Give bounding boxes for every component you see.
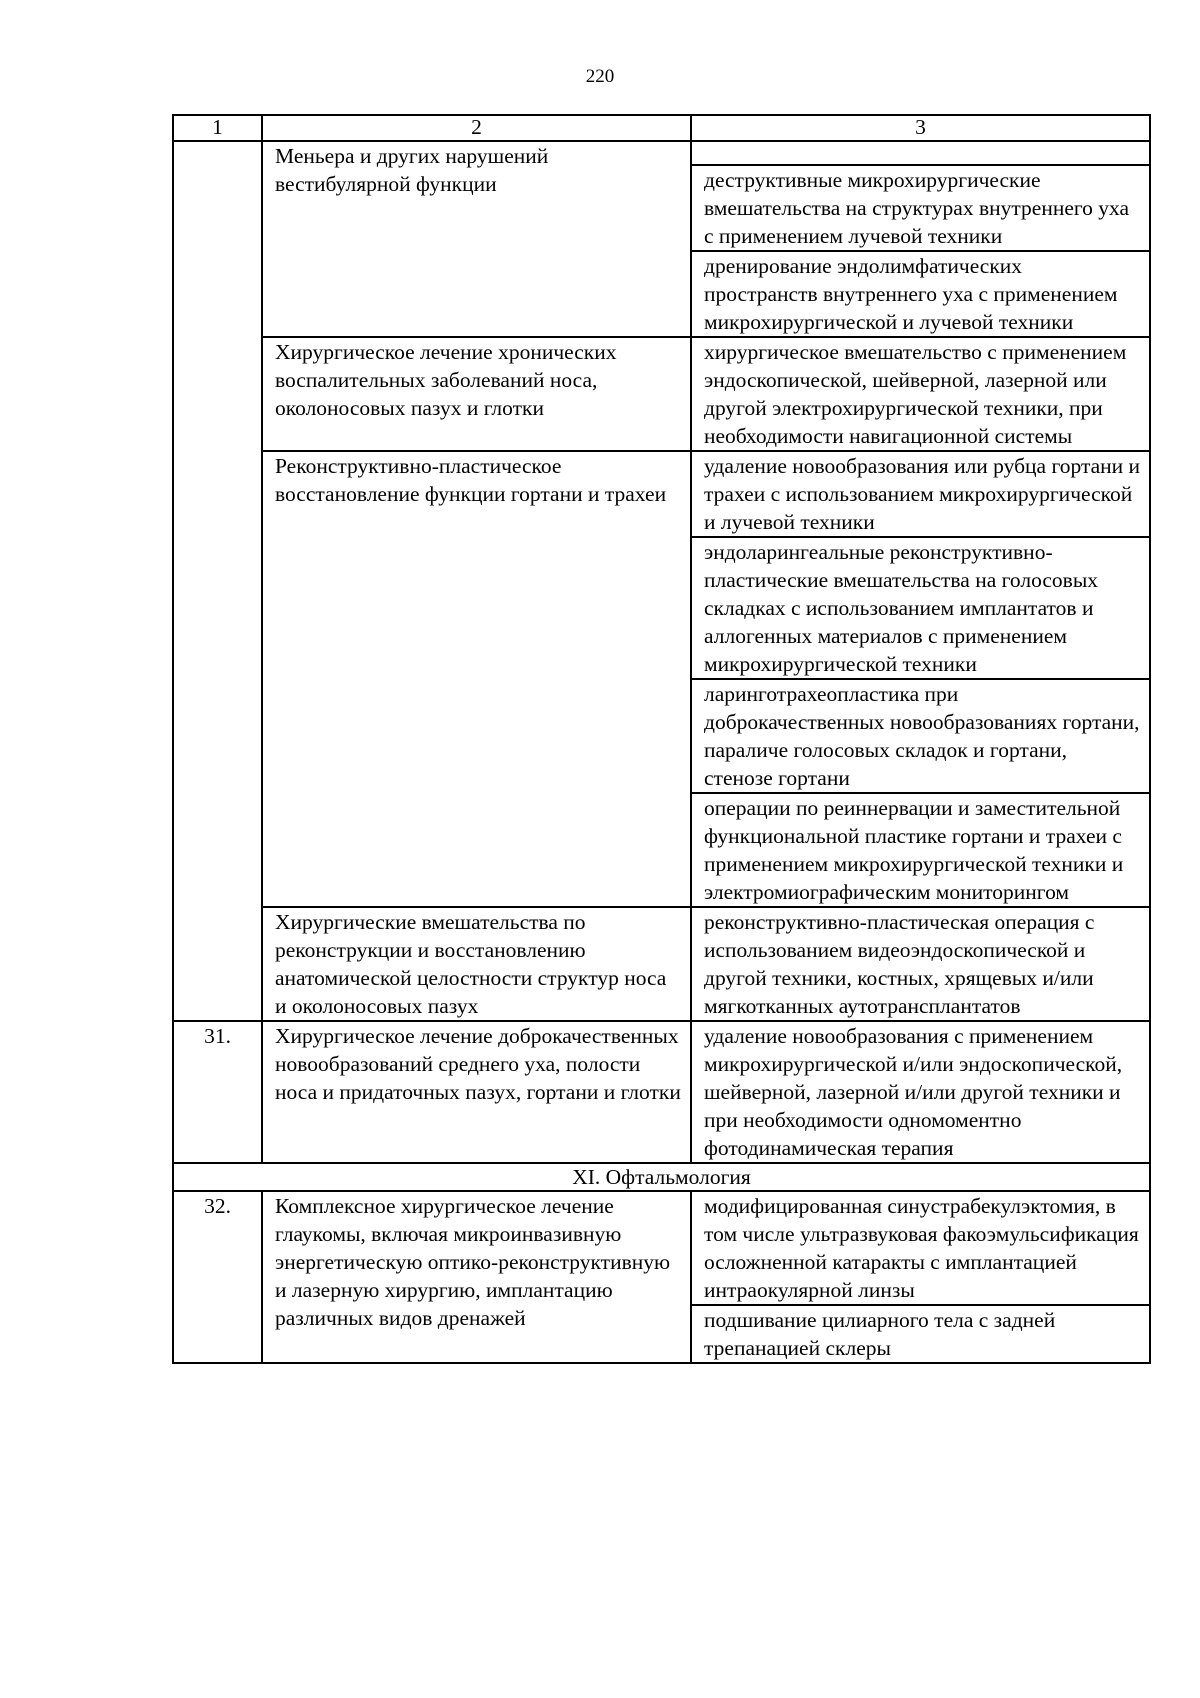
header-col-3: 3	[691, 115, 1150, 141]
method-cell: удаление новообразования или рубца гортани и трахеи с использованием микрохирургической и лучевой техники	[691, 451, 1150, 537]
number-cell	[173, 141, 262, 1021]
page-number: 220	[585, 66, 615, 87]
method-cell: подшивание цилиарного тела с задней трепанацией склеры	[691, 1305, 1150, 1363]
method-cell: хирургическое вмешательство с применением эндоскопической, шейверной, лазерной или другой электрохирургической техники, при необходимости навигационной системы	[691, 337, 1150, 451]
header-col-2: 2	[262, 115, 691, 141]
condition-cell: Хирургическое лечение доброкачественных новообразований среднего уха, полости носа и придаточных пазух, гортани и глотки	[262, 1021, 691, 1163]
table-row	[173, 337, 1150, 451]
table-header-row	[173, 115, 1150, 141]
procedures-table	[172, 114, 1151, 1364]
method-cell: операции по реиннервации и заместительной функциональной пластике гортани и трахеи с применением микрохирургической техники и электромиографическим мониторингом	[691, 793, 1150, 907]
condition-cell: Хирургическое лечение хронических воспалительных заболеваний носа, околоносовых пазух и глотки	[262, 337, 691, 451]
method-cell: дренирование эндолимфатических пространств внутреннего уха с применением микрохирургической и лучевой техники	[691, 251, 1150, 337]
method-cell: реконструктивно-пластическая операция с использованием видеоэндоскопической и другой техники, костных, хрящевых и/или мягкотканных аутотрансплантатов	[691, 907, 1150, 1021]
method-cell: модифицированная синустрабекулэктомия, в том числе ультразвуковая факоэмульсификация осложненной катаракты с имплантацией интраокулярной линзы	[691, 1191, 1150, 1305]
condition-cell: Меньера и других нарушений вестибулярной функции	[262, 141, 691, 337]
method-cell	[691, 141, 1150, 165]
condition-cell: Хирургические вмешательства по реконструкции и восстановлению анатомической целостности структур носа и околоносовых пазух	[262, 907, 691, 1021]
section-row	[173, 1163, 1150, 1191]
method-cell: удаление новообразования с применением микрохирургической и/или эндоскопической, шейверной, лазерной и/или другой техники и при необходимости одномоментно фотодинамическая терапия	[691, 1021, 1150, 1163]
table-row	[173, 1021, 1150, 1163]
number-cell: 32.	[173, 1191, 262, 1363]
table-row	[173, 907, 1150, 1021]
table-row	[173, 451, 1150, 537]
condition-cell: Реконструктивно-пластическое восстановление функции гортани и трахеи	[262, 451, 691, 907]
table-row	[173, 1191, 1150, 1305]
header-col-1: 1	[173, 115, 262, 141]
condition-cell: Комплексное хирургическое лечение глаукомы, включая микроинвазивную энергетическую оптико-реконструктивную и лазерную хирургию, имплантацию различных видов дренажей	[262, 1191, 691, 1363]
method-cell: ларинготрахеопластика при доброкачественных новообразованиях гортани, параличе голосовых складок и гортани, стенозе гортани	[691, 679, 1150, 793]
number-cell: 31.	[173, 1021, 262, 1163]
table-row	[173, 141, 1150, 165]
section-title: XI. Офтальмология	[173, 1163, 1150, 1191]
method-cell: деструктивные микрохирургические вмешательства на структурах внутреннего уха с применением лучевой техники	[691, 165, 1150, 251]
method-cell: эндоларингеальные реконструктивно-пластические вмешательства на голосовых складках с использованием имплантатов и аллогенных материалов с применением микрохирургической техники	[691, 537, 1150, 679]
